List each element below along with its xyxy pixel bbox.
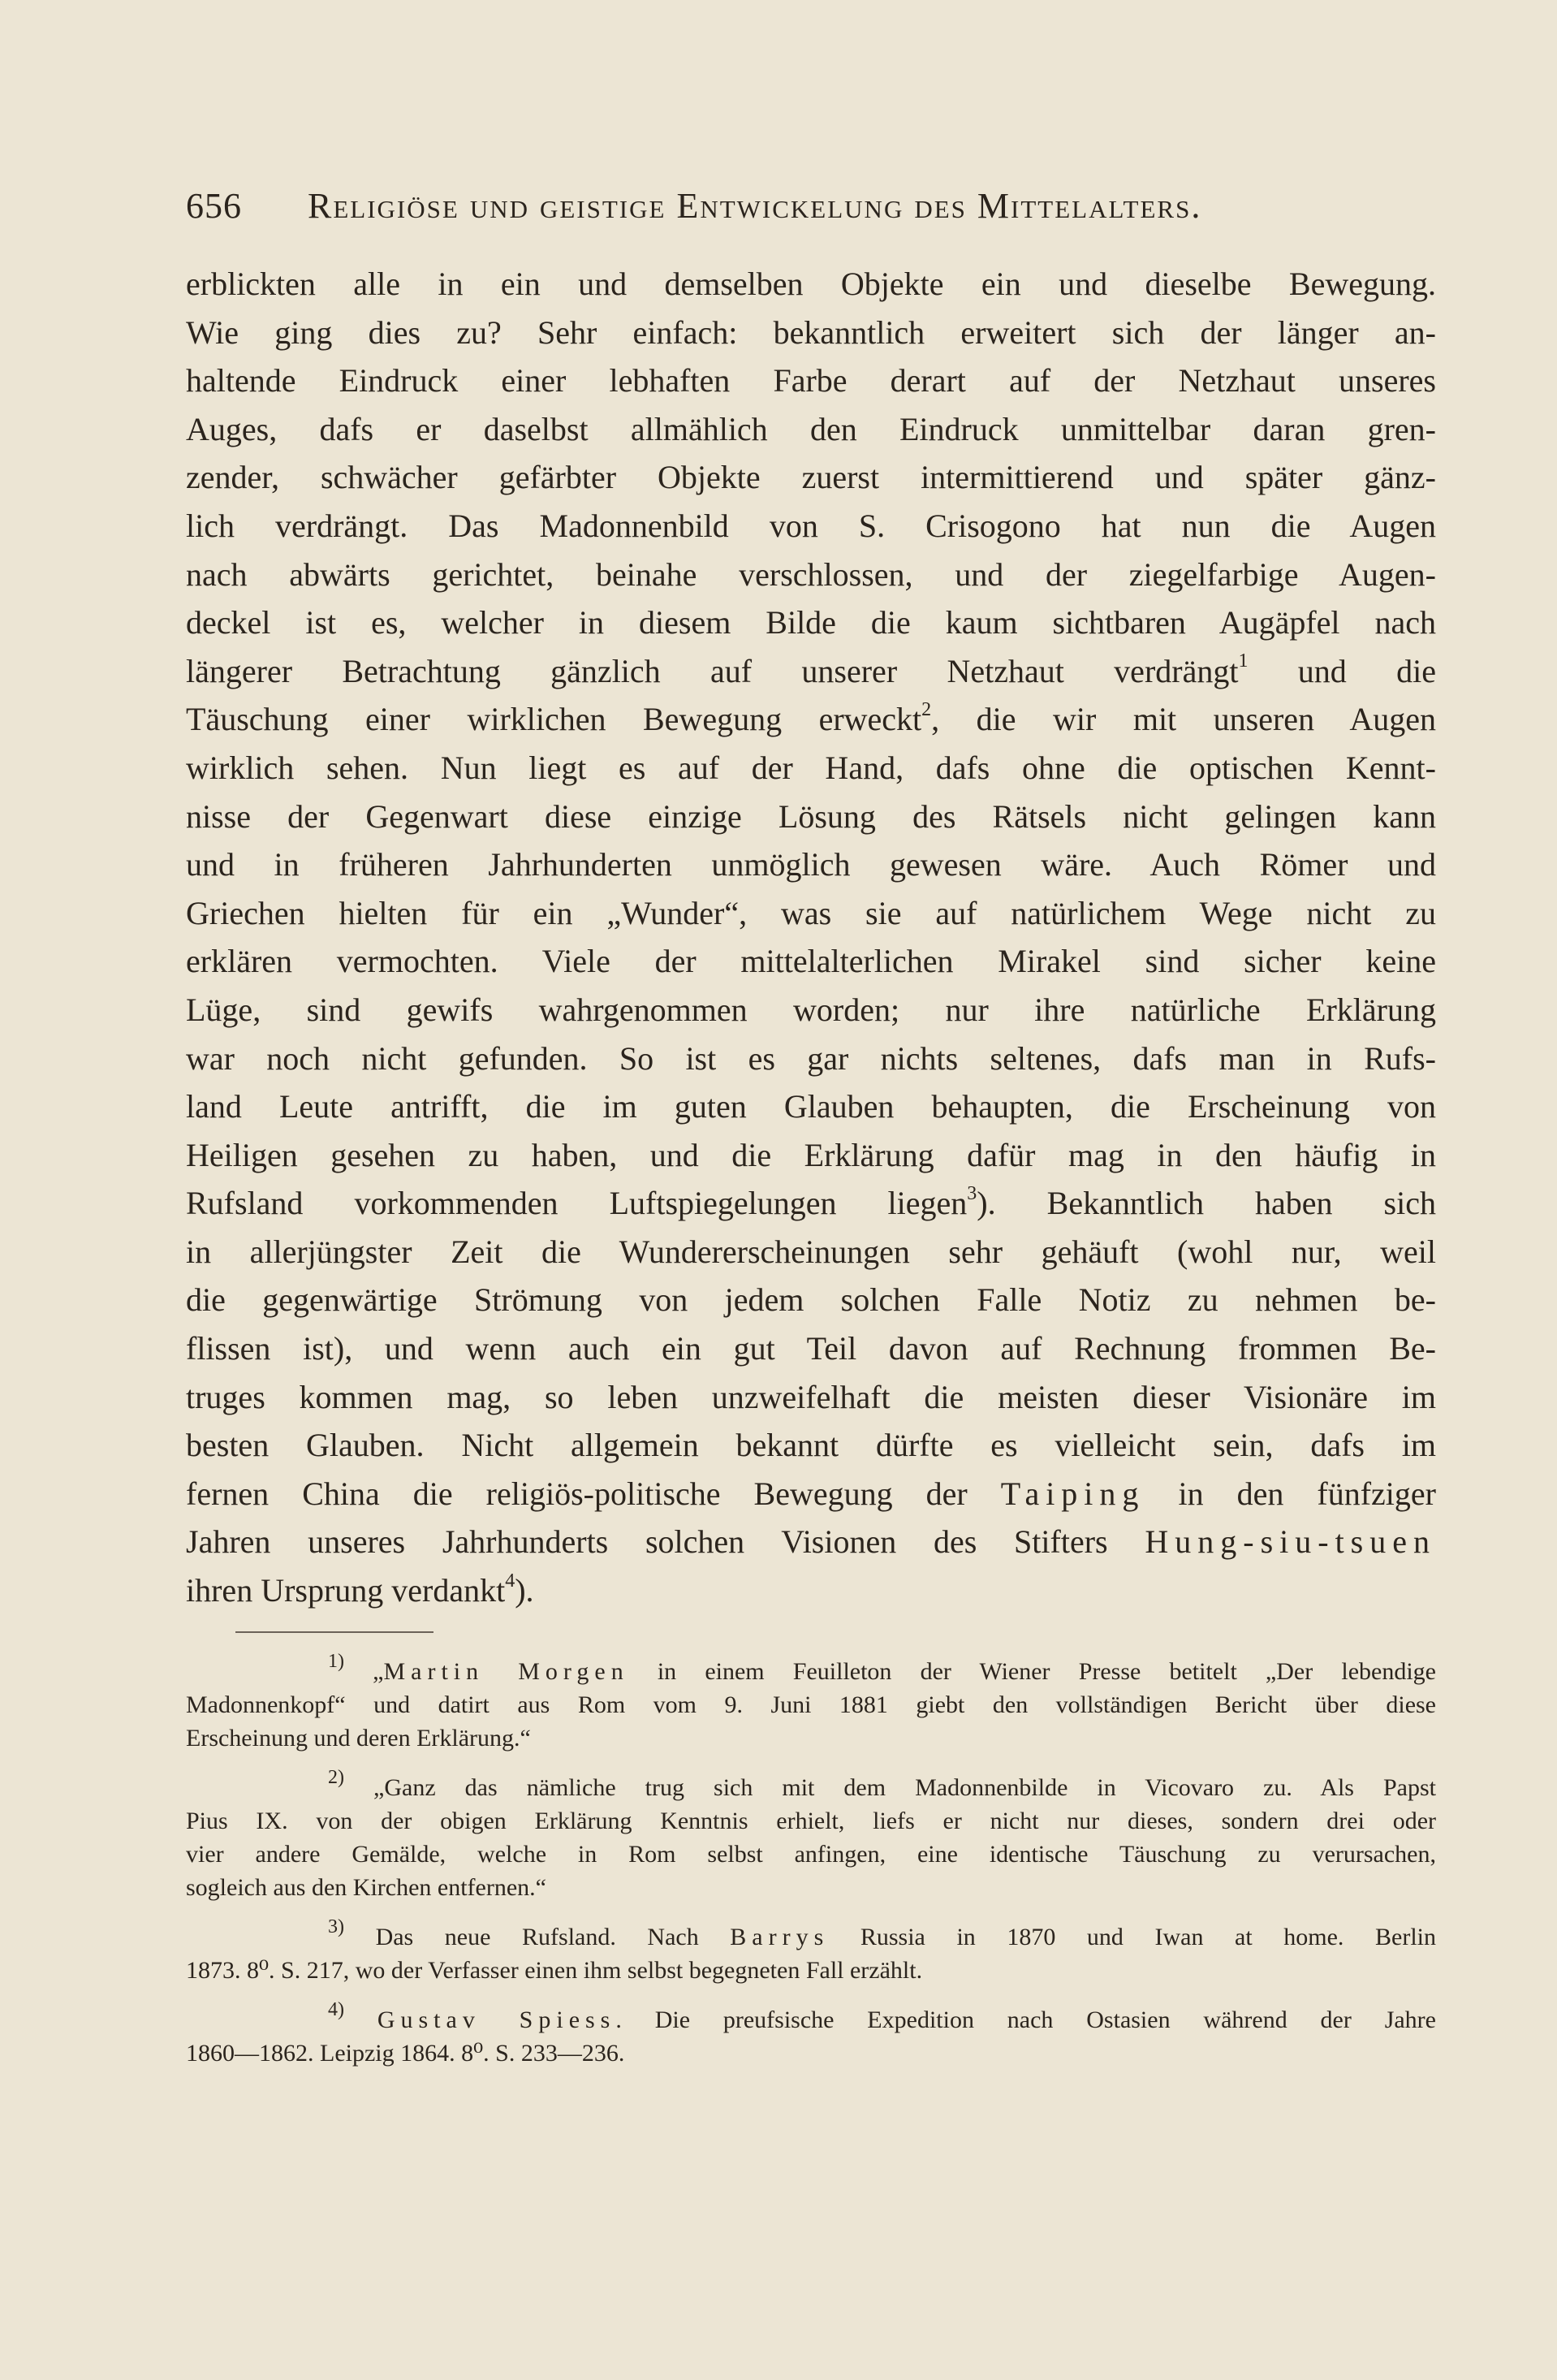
text-segment: ). Bekanntlich haben sich [977, 1185, 1436, 1222]
text-line: Lüge, sind gewifs wahrgenommen worden; nur ihre natürliche Erklärung [186, 991, 1436, 1028]
text-segment: Jahren unseres Jahrhunderts solchen Visionen des Stifters [186, 1523, 1145, 1561]
footnote-line: sogleich aus den Kirchen entfernen.“ [186, 1874, 546, 1901]
footnote-marker: 1) [328, 1651, 344, 1672]
text-line: haltende Eindruck einer lebhaften Farbe derart auf der Netzhaut unseres [186, 362, 1436, 400]
footnote-marker: 4) [328, 1999, 344, 2020]
footnote-line [186, 1999, 1436, 2037]
text-line: Griechen hielten für ein „Wunder“, was sie auf natürlichem Wege nicht zu [186, 894, 1436, 931]
text-line: und in früheren Jahrhunderten unmöglich gewesen wäre. Auch Römer und [186, 846, 1436, 883]
text-line: lich verdrängt. Das Madonnenbild von S. Crisogono hat nun die Augen [186, 507, 1436, 544]
author-name: Gustav Spiess [377, 2006, 616, 2033]
text-line: die gegenwärtige Strömung von jedem solchen Falle Notiz zu nehmen be- [186, 1281, 1436, 1319]
text-line: nisse der Gegenwart diese einzige Lösung des Rätsels nicht gelingen kann [186, 797, 1436, 835]
text-line: erklären vermochten. Viele der mittelalterlichen Mirakel sind sicher keine [186, 943, 1436, 980]
text-segment: in den fünfziger [1145, 1475, 1436, 1512]
text-line: Heiligen gesehen zu haben, und die Erklärung dafür mag in den häufig in [186, 1136, 1436, 1173]
text-line: truges kommen mag, so leben unzweifelhaft die meisten dieser Visionäre im [186, 1378, 1436, 1415]
text-line: war noch nicht gefunden. So ist es gar nichts seltenes, dafs man in Rufs- [186, 1039, 1436, 1077]
text-segment: „ [344, 1658, 384, 1685]
text-line [186, 647, 1436, 696]
text-line: erblickten alle in ein und demselben Objekte ein und dieselbe Bewegung. [186, 266, 1436, 302]
text-segment: „Ganz das nämliche trug sich mit dem Madonnenbilde in Vicovaro zu. Als Papst [344, 1774, 1436, 1801]
text-line: flissen ist), und wenn auch ein gut Teil davon auf Rechnung frommen Be- [186, 1330, 1436, 1367]
text-segment: ihren Ursprung verdankt [186, 1572, 506, 1609]
text-segment: in einem Feuilleton der Wiener Presse betitelt „Der lebendige [628, 1658, 1436, 1685]
text-line: Auges, dafs er daselbst allmählich den Eindruck unmittelbar daran gren- [186, 410, 1436, 447]
footnote-line [186, 1767, 1436, 1804]
text-line: nach abwärts gerichtet, beinahe verschlossen, und der ziegelfarbige Augen- [186, 555, 1436, 593]
footnote-line [186, 1916, 1436, 1954]
text-line [186, 1179, 1436, 1228]
footnote-ref-2[interactable]: 2 [921, 699, 932, 721]
text-line: land Leute antrifft, die im guten Glauben behaupten, die Erscheinung von [186, 1088, 1436, 1125]
page-number: 656 [186, 186, 242, 226]
text-segment: und die [1248, 652, 1436, 689]
author-name: Martin Morgen [383, 1658, 629, 1685]
footnote-marker: 2) [328, 1767, 344, 1788]
text-segment: Das neue Rufsland. Nach [344, 1924, 731, 1950]
text-line: in allerjüngster Zeit die Wundererscheinungen sehr gehäuft (wohl nur, weil [186, 1233, 1436, 1270]
footnote-line: 1860—1862. Leipzig 1864. 8⁰. S. 233—236. [186, 2040, 625, 2067]
footnotes [186, 1651, 1436, 2086]
footnote-4 [186, 1999, 1436, 2070]
author-name: Barrys [730, 1924, 830, 1950]
text-segment: ). [515, 1572, 534, 1609]
text-line [186, 1470, 1436, 1518]
text-line [186, 1518, 1436, 1566]
footnote-line: vier andere Gemälde, welche in Rom selbst anfingen, eine identische Täuschung zu verursachen, [186, 1841, 1436, 1868]
emphasized-term: Taiping [1000, 1475, 1145, 1512]
text-segment: Täuschung einer wirklichen Bewegung erweckt [186, 701, 922, 738]
emphasized-name: Hung-siu-tsuen [1145, 1523, 1436, 1561]
running-head: Religiöse und geistige Entwickelung des Mittelalters. [308, 186, 1202, 226]
footnote-line [186, 1651, 1436, 1688]
text-line: Wie ging dies zu? Sehr einfach: bekanntlich erweitert sich der länger an- [186, 313, 1436, 351]
footnote-2 [186, 1767, 1436, 1904]
text-segment: Russia in 1870 und Iwan at home. Berlin [829, 1924, 1436, 1950]
text-segment: , die wir mit unseren Augen [931, 701, 1436, 738]
footnote-divider [235, 1631, 433, 1633]
text-segment: längerer Betrachtung gänzlich auf unserer Netzhaut verdrängt [186, 652, 1239, 689]
text-segment: Rufsland vorkommenden Luftspiegelungen liegen [186, 1185, 968, 1222]
footnote-line: Pius IX. von der obigen Erklärung Kenntnis erhielt, liefs er nicht nur dieses, sondern drei oder [186, 1808, 1436, 1834]
text-line [186, 695, 1436, 744]
text-segment: . Die preufsische Expedition nach Ostasien während der Jahre [615, 2006, 1436, 2033]
text-line: deckel ist es, welcher in diesem Bilde die kaum sichtbaren Augäpfel nach [186, 604, 1436, 641]
footnote-ref-3[interactable]: 3 [967, 1182, 977, 1204]
text-segment: fernen China die religiös-politische Bewegung der [186, 1475, 1001, 1512]
text-line [186, 1566, 1436, 1615]
text-line: besten Glauben. Nicht allgemein bekannt dürfte es vielleicht sein, dafs im [186, 1427, 1436, 1464]
footnote-line: Madonnenkopf“ und datirt aus Rom vom 9. Juni 1881 giebt den vollständigen Bericht über diese [186, 1691, 1436, 1718]
footnote-line: 1873. 8⁰. S. 217, wo der Verfasser einen ihm selbst begegneten Fall erzählt. [186, 1957, 923, 1984]
text-line: zender, schwächer gefärbter Objekte zuerst intermittierend und später gänz- [186, 459, 1436, 496]
page-header [186, 180, 1355, 239]
main-text [186, 260, 1436, 1615]
footnote-3 [186, 1916, 1436, 1987]
footnote-marker: 3) [328, 1916, 344, 1937]
text-line: wirklich sehen. Nun liegt es auf der Hand, dafs ohne die optischen Kennt- [186, 749, 1436, 786]
footnote-ref-4[interactable]: 4 [505, 1570, 515, 1592]
footnote-line: Erscheinung und deren Erklärung.“ [186, 1725, 531, 1752]
footnote-ref-1[interactable]: 1 [1238, 650, 1249, 672]
footnote-1 [186, 1651, 1436, 1755]
